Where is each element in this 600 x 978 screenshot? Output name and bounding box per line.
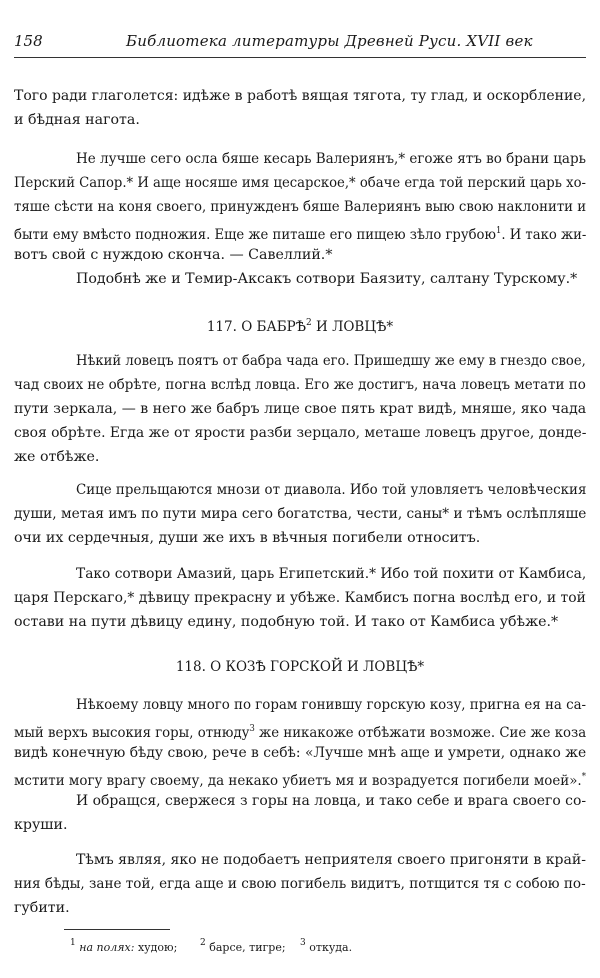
text-line: пути зеркала, — в него же бабръ лице свое пять крат видѣ, мняше, яко чада (14, 401, 587, 417)
text-line: тяше сѣсти на коня своего, принужденъ бяше Валериянъ выю свою наклонити и (14, 199, 587, 215)
text-line: видѣ конечную бѣду свою, рече в себѣ: «Лучше мнѣ аще и умрети, однако же (14, 745, 587, 761)
text-line: же отбѣже. (14, 449, 100, 465)
footnote-ref: 1 (495, 226, 502, 236)
footnote-1 (70, 938, 177, 954)
text-line: И обращся, свержеся з горы на ловца, и тако себе и врага своего со- (76, 793, 587, 809)
text-line: Тако сотвори Амазий, царь Египетский.* Ибо той похити от Камбиса, (76, 566, 587, 582)
footnote-text: худою; (134, 941, 178, 954)
page-number: 158 (14, 32, 43, 50)
text-line: вотъ свой с нуждою скончa. — Савеллий.* (14, 247, 333, 263)
footnote-text: барсе, тигре; (205, 941, 286, 954)
text-segment: быти ему вмѣсто подножия. Еще же питаше его пищею зѣло грубою (14, 227, 496, 243)
text-line: царя Перскаго,* дѣвицу прекрасну и убѣже. Камбисъ погна вослѣд его, и той (14, 590, 586, 606)
text-line: ния бѣды, зане той, егда аще и свою погибель видитъ, потщится тя с собою по- (14, 876, 586, 892)
chapter-heading (0, 313, 600, 337)
footnote-label: на полях: (79, 941, 135, 954)
text-line: Того ради глаголется: идѣже в работѣ вящая тягота, ту глад, и оскорбление, (14, 88, 587, 104)
text-line: и бѣдная нагота. (14, 112, 140, 128)
header-rule (14, 57, 586, 58)
text-line: Тѣмъ являя, яко не подобаетъ неприятеля своего пригоняти в край- (76, 852, 586, 868)
footnote-ref: 3 (249, 724, 255, 734)
footnote-number: 1 (70, 938, 76, 948)
footnote-number: 3 (300, 938, 306, 948)
heading-text: И ЛОВЦѢ* (311, 319, 394, 335)
text-segment: же никакоже отбѣжати возможе. Сие же коза (254, 725, 587, 741)
text-line: души, метая имъ по пути мира сего богатства, чести, саны* и тѣмъ ослѣпляше (14, 506, 587, 522)
footnote-ref: * (581, 772, 586, 782)
text-segment: . И тако жи- (501, 227, 587, 243)
text-line: остави на пути дѣвицу едину, подобную той. И тако от Камбиса убѣже.* (14, 614, 559, 630)
heading-text: 117. О БАБРѢ (206, 319, 306, 335)
header-title: Библиотека литературы Древней Руси. XVII век (126, 32, 533, 50)
text-segment: мый верхъ высокия горы, отнюду (14, 725, 250, 741)
footnote-3 (300, 938, 352, 954)
text-line: очи их сердечныя, души же ихъ в вѣчныя погибели относитъ. (14, 530, 481, 546)
footnote-rule (64, 929, 170, 930)
text-line: Нѣкий ловецъ поятъ от бабра чада его. Пришедшу же ему в гнездо свое, (76, 353, 586, 369)
text-segment: мстити могу врагу своему, да некако убиетъ мя и возрадуется погибели моей». (14, 773, 582, 789)
footnote-text: откуда. (305, 941, 353, 954)
text-line: Нѣкоему ловцу много по горам гонившу горскую козу, пригна ея на са- (76, 697, 587, 713)
text-line: губити. (14, 900, 70, 916)
footnote-ref: 2 (305, 318, 312, 328)
text-line: Перский Сапор.* И аще носяше имя цесарское,* обаче егда той перский царь хо- (14, 175, 586, 191)
text-line: Сице прельщаются мнози от диавола. Ибо той уловляетъ человѣческия (76, 482, 587, 498)
footnote-number: 2 (200, 938, 206, 948)
chapter-heading: 118. О КОЗѢ ГОРСКОЙ И ЛОВЦѢ* (175, 659, 425, 675)
text-line: своя обрѣте. Егда же от ярости разби зерцало, меташе ловецъ другое, донде- (14, 425, 587, 441)
text-line: чад своих не обрѣте, погна вслѣд ловца. Его же достигъ, нача ловецъ метати по (14, 377, 586, 393)
text-line: Подобнѣ же и Темир-Аксакъ сотвори Баязиту, салтану Турскому.* (76, 271, 578, 287)
running-header (14, 32, 584, 56)
text-line: круши. (14, 817, 68, 833)
footnote-2 (200, 938, 286, 954)
text-line: Не лучше сего осла бяше кесарь Валериянъ,* егоже ятъ во брани царь (76, 151, 586, 167)
